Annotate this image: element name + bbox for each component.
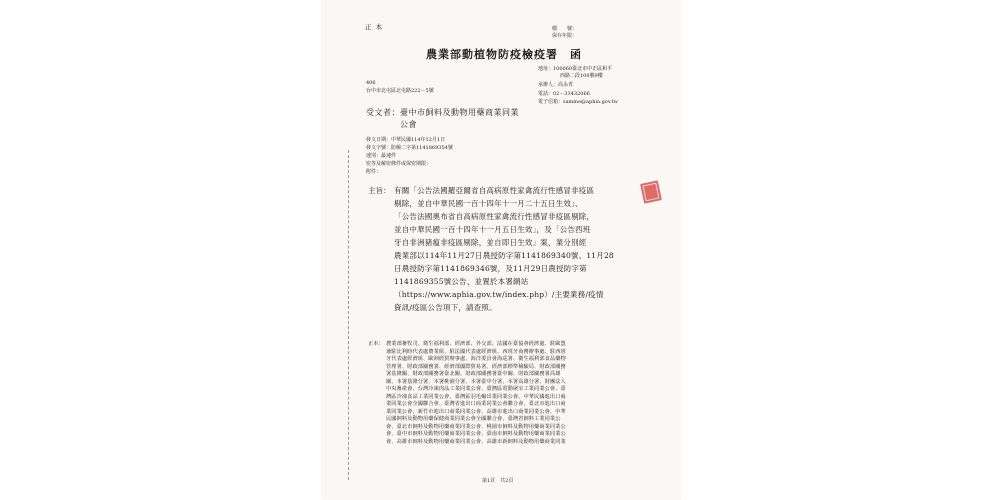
recipient-line-2: 公會 (400, 120, 417, 129)
delivery-speed: 速別：最速件 (366, 153, 397, 159)
subject-line: 有關「公告法國羅亞爾省自高病原性家禽流行性感冒非疫區 (394, 186, 595, 195)
cc-line: 會、高雄市飼料及動物用藥商業同業公會、高雄市新飼料及動物用藥商業同業 (386, 438, 566, 445)
sender-address: 地址：100060臺北市中正區和平 (538, 66, 613, 72)
sender-phone: 電話：02－33432066 (538, 91, 590, 97)
cc-line: 牙代表處經濟組、歐洲經貿辦事處、海洋委員會海巡署、衛生福利部食品藥物 (386, 356, 566, 362)
subject-line: 資訊/疫區公告項下，請查照。 (394, 303, 497, 312)
issue-date: 發文日期：中華民國114年12月1日 (366, 137, 446, 143)
subject-line: 1141869355號公告，並置於本署網站 (394, 277, 529, 286)
cc-line: 中央畜產會、台灣冷凍肉品工業同業公會、臺灣區電動屠宰工業同業公會、臺 (386, 386, 566, 392)
sender-email: 電子信箱：sammo@aphia.gov.tw (538, 99, 618, 105)
subject-line: 並自中華民國一百十四年十一月五日生效」，及「公告西班 (394, 225, 591, 234)
document-page (322, 0, 680, 500)
security-level: 密等及解密條件或保密期限： (366, 161, 432, 167)
cc-line: 會、臺中市飼料及動物用藥商業同業公會、臺南市飼料及動物用藥商業同業公 (386, 431, 566, 437)
cc-line: 兼駐比利時代表處農業組、駐法國代表處經濟組、西班牙商務辦事處、駐西班 (386, 348, 566, 355)
recipient-postal-code: 406 (366, 80, 376, 86)
cc-line: 灣區冷凍食品工業同業公會、臺灣區羽毛輸出業同業公會、中華民國進出口商 (386, 393, 566, 400)
subject-line: 農業部以114年11月27日農授防字第1141869340號、11月28 (394, 251, 614, 260)
cc-line: 業同業公會、新竹市進出口商業同業公會、高雄市進出口商業同業公會、中華 (386, 408, 566, 415)
cc-line: 業同業公會全國聯合會、臺灣省進出口商業同業公會聯合會、臺北市進出口商 (386, 401, 566, 407)
retention-label: 保存年限： (552, 33, 578, 39)
cc-line: 會、臺北市飼料及動物用藥商業同業公會、桃園市飼料及動物用藥商業同業公 (386, 423, 566, 430)
recipient-street: 台中市北屯區北屯路222－5號 (366, 88, 434, 94)
sender-address-cont: 西路二段100號9樓 (560, 73, 603, 79)
cc-line: 農業部畜牧司、衛生福利部、經濟部、外交部、法國在臺協會經濟處、駐歐盟 (386, 341, 566, 347)
subject-line: 剔除，並自中華民國一百十四年十一月二十五日生效」、 (394, 199, 583, 208)
subject-label: 主旨： (368, 186, 391, 195)
subject-line: （https://www.aphia.gov.tw/index.php）/主要業務/疫情 (394, 290, 604, 299)
attachment: 附件： (366, 169, 382, 175)
cc-line: 民國飼料及動物用藥保健商業同業公會全國聯合會、臺灣省飼料工業同業公 (386, 416, 561, 422)
subject-line: 日農授防字第1141869346號，及11月29日農授防字第 (394, 264, 587, 273)
subject-line: 「公告法國奧布省自高病原性家禽流行性感冒非疫區剔除， (394, 212, 595, 221)
sender-contact: 承辦人：高永青 (538, 82, 574, 88)
subject-body (394, 184, 614, 314)
issue-number: 發文字號：防檢二字第1141869354號 (366, 145, 453, 151)
cc-line: 關、本署基隆分署、本署桃園分署、本署臺中分署、本署高雄分署、財團法人 (386, 378, 566, 385)
cc-label: 正本： (368, 341, 384, 347)
cc-body (386, 341, 566, 446)
copy-type-label: 正 本 (365, 23, 384, 31)
cc-line: 署基隆關、財政部關務署臺北關、財政部關務署臺中關、財政部關務署高雄 (386, 371, 561, 377)
recipient-line-1: 受文者：臺中市飼料及動物用藥商業同業 (366, 108, 519, 117)
cc-line: 管理署、財政部關務署、經濟部國際貿易署、經濟部標準檢驗局、財政部關務 (386, 363, 566, 370)
subject-line: 牙自非洲豬瘟非疫區剔除，並自即日生效」案，業分別經 (394, 238, 587, 247)
file-number-label: 檔 號： (552, 26, 578, 32)
binding-line (348, 150, 349, 480)
approval-stamp (640, 180, 662, 203)
document-title: 農業部動植物防疫檢疫署 函 (426, 48, 582, 61)
page-number: 第1頁 共2頁 (482, 478, 514, 484)
